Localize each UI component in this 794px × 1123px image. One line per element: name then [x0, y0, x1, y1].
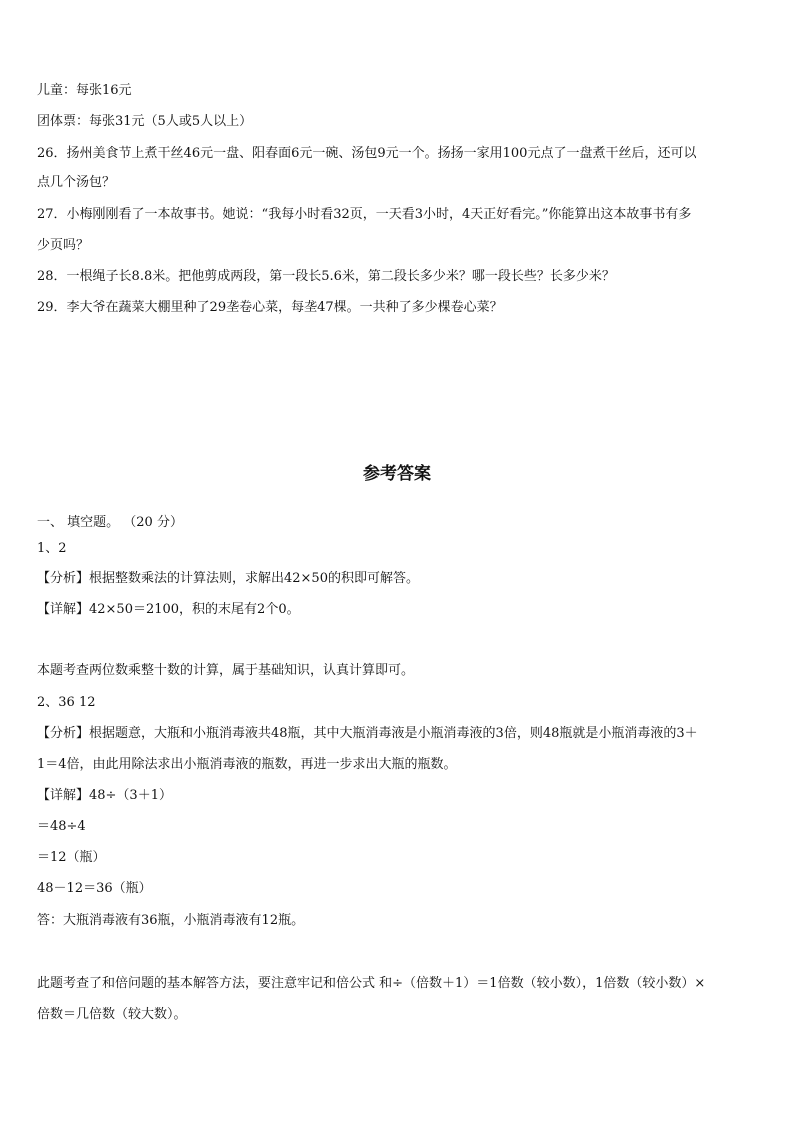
question-26-line1: 26．扬州美食节上煮干丝46元一盘、阳春面6元一碗、汤包9元一个。扬扬一家用100元点了一盘煮干丝后，还可以 — [37, 146, 697, 161]
question-27-line1: 27．小梅刚刚看了一本故事书。她说：“我每小时看32页，一天看3小时，4天正好看完。”你能算出这本故事书有多 — [37, 207, 692, 222]
answer-2-detail-2: ＝48÷4 — [37, 819, 86, 834]
question-27-line2: 少页吗？ — [37, 238, 90, 253]
answer-1-summary: 本题考查两位数乘整十数的计算，属于基础知识，认真计算即可。 — [37, 663, 415, 678]
question-26-line2: 点几个汤包？ — [37, 175, 116, 190]
answer-2-final: 答：大瓶消毒液有36瓶，小瓶消毒液有12瓶。 — [37, 913, 305, 928]
text-child-ticket: 儿童：每张16元 — [37, 83, 132, 98]
answer-2-detail-4: 48－12＝36（瓶） — [37, 881, 152, 896]
question-28: 28．一根绳子长8.8米。把他剪成两段，第一段长5.6米，第二段长多少米？哪一段长些？长多少米？ — [37, 269, 615, 284]
answer-1-analysis: 【分析】根据整数乘法的计算法则，求解出42×50的积即可解答。 — [37, 571, 419, 586]
section-1-title: 一、 填空题。 （20 分） — [37, 515, 183, 530]
answer-2-analysis-line2: 1＝4倍，由此用除法求出小瓶消毒液的瓶数，再进一步求出大瓶的瓶数。 — [37, 757, 457, 772]
answer-1-header: 1、2 — [37, 541, 67, 556]
answers-title: 参考答案 — [363, 464, 431, 484]
question-29: 29．李大爷在蔬菜大棚里种了29垄卷心菜，每垄47棵。一共种了多少棵卷心菜？ — [37, 300, 503, 315]
answer-2-header: 2、36 12 — [37, 695, 96, 710]
answer-2-analysis-line1: 【分析】根据题意，大瓶和小瓶消毒液共48瓶，其中大瓶消毒液是小瓶消毒液的3倍，则48瓶就是小瓶消毒液的3＋ — [37, 726, 698, 741]
answer-2-summary-line1: 此题考查了和倍问题的基本解答方法，要注意牢记和倍公式 和÷（倍数＋1）＝1倍数（较小数），1倍数（较小数）× — [37, 976, 706, 991]
answer-2-detail-1: 【详解】48÷（3＋1） — [37, 788, 172, 803]
answer-1-detail: 【详解】42×50＝2100，积的末尾有2个0。 — [37, 602, 300, 617]
answer-2-detail-3: ＝12（瓶） — [37, 850, 106, 865]
text-group-ticket: 团体票：每张31元（5人或5人以上） — [37, 114, 253, 129]
answer-2-summary-line2: 倍数＝几倍数（较大数）。 — [37, 1007, 187, 1022]
